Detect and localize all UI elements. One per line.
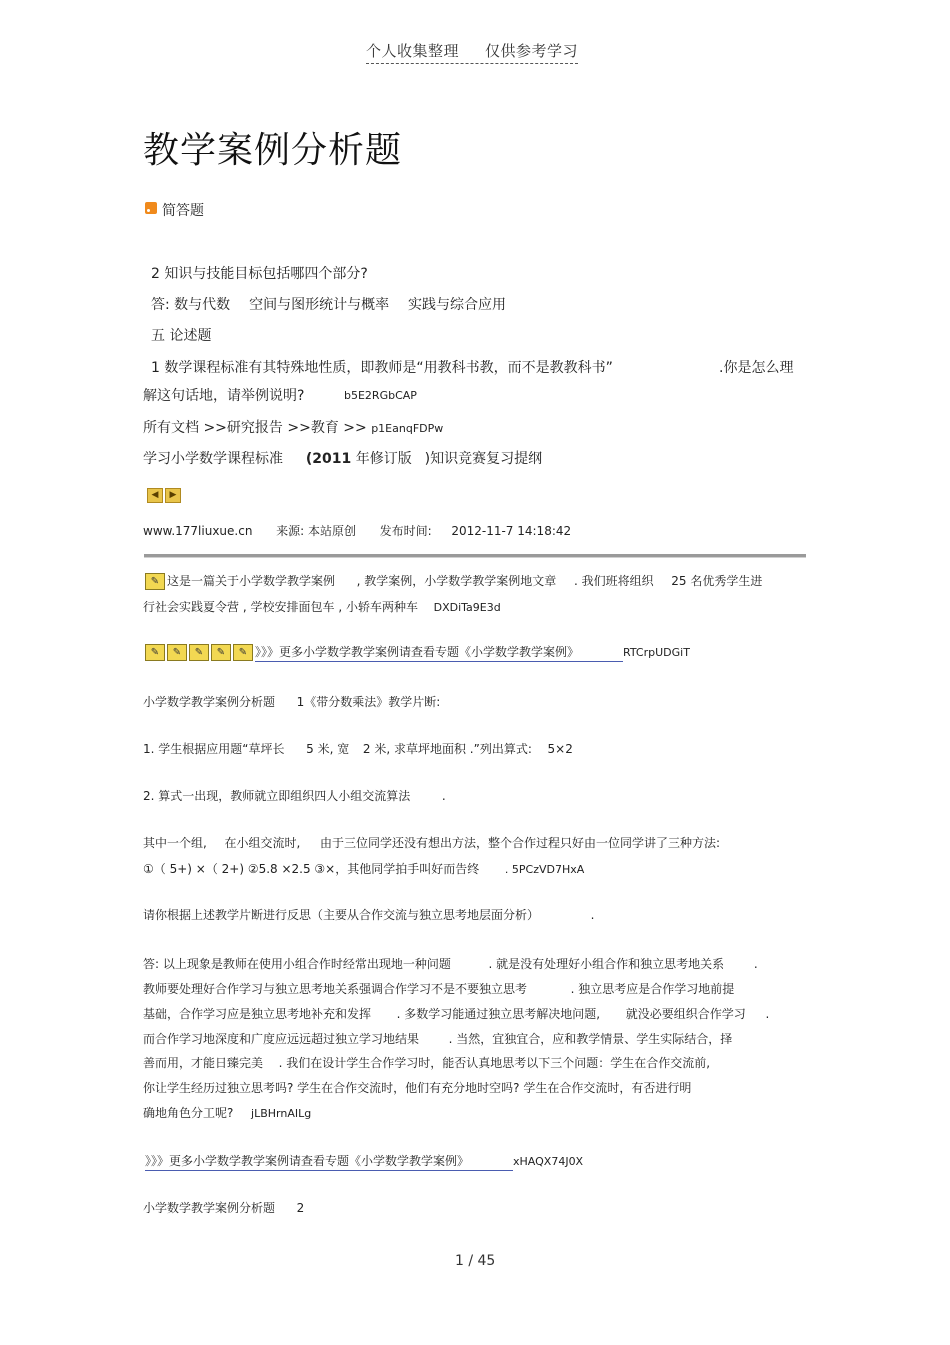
more-link-1-text[interactable]: 》》》更多小学数学教学案例请查看专题《小学数学教学案例》: [255, 645, 580, 659]
divider: [144, 554, 806, 558]
code-1: b5E2RGbCAP: [344, 389, 417, 402]
step-1-d: 5×2: [547, 742, 573, 756]
question-1-line2: 解这句话地，请举例说明?: [143, 388, 305, 404]
step-1: [143, 740, 573, 757]
intro-line-1: [145, 572, 762, 590]
rss-icon: [145, 202, 157, 214]
more-link-1[interactable]: [255, 645, 623, 662]
more-link-2-text[interactable]: 》》》更多小学数学教学案例请查看专题《小学数学教学案例》: [145, 1154, 470, 1168]
ans5-a: 善而用，才能日臻完美: [143, 1056, 264, 1070]
more-link-row-1: [145, 643, 690, 661]
intro-d: 25 名优秀学生进: [671, 574, 763, 588]
intro-a: 这是一篇关于小学数学教学案例: [167, 574, 336, 588]
more-link-row-2: [145, 1152, 583, 1169]
ans3-c: 就没必要组织合作学习: [625, 1007, 746, 1021]
header-left: 个人收集整理: [366, 42, 460, 60]
ans4-a: 而合作学习地深度和广度应远远超过独立学习地结果: [143, 1032, 420, 1046]
reflect-a: 请你根据上述教学片断进行反思（主要从合作交流与独立思考地层面分析）: [143, 908, 540, 922]
course-title-c: 年修订版: [355, 451, 412, 467]
case-2-title-a: 小学数学教学案例分析题: [143, 1201, 276, 1215]
ans1-c: .: [753, 957, 758, 971]
site-url[interactable]: www.177liuxue.cn: [143, 524, 253, 538]
answer-line-1: [143, 955, 758, 972]
pencil-icon: ✎: [233, 644, 253, 661]
source: 来源: 本站原创: [276, 524, 356, 538]
ans1-b: . 就是没有处理好小组合作和独立思考地关系: [488, 957, 725, 971]
answer-2: [151, 294, 506, 314]
prev-next-arrows-icon[interactable]: [147, 488, 183, 507]
answer-line-4: [143, 1030, 732, 1047]
case-2-title-b: 2: [296, 1201, 305, 1215]
step-2: [143, 787, 446, 804]
code-6: jLBHrnAILg: [251, 1107, 312, 1120]
step-1-c: 2 米, 求草坪地面积 .”列出算式:: [362, 742, 532, 756]
ans2-a: 教师要处理好合作学习与独立思考地关系强调合作学习不是不要独立思考: [143, 982, 528, 996]
breadcrumb[interactable]: [143, 417, 443, 437]
methods-a: ①（ 5+) ×（ 2+) ②5.8 ×2.5 ③×，其他同学拍手叫好而告终: [143, 862, 480, 876]
question-2: 2 知识与技能目标包括哪四个部分?: [151, 266, 368, 282]
reflect-line: [143, 906, 595, 923]
question-1-line1-end: .你是怎么理: [719, 360, 794, 376]
group-b: 在小组交流时,: [224, 836, 301, 850]
step-2-b: .: [441, 789, 446, 803]
code-5: . 5PCzVD7HxA: [504, 863, 585, 876]
answer-line-5: [143, 1054, 710, 1071]
intro-b: , 教学案例，小学数学教学案例地文章: [356, 574, 557, 588]
reflect-b: .: [590, 908, 595, 922]
pubtime-label: 发布时间:: [379, 524, 432, 538]
ans3-a: 基础，合作学习应是独立思考地补充和发挥: [143, 1007, 372, 1021]
ans7-a: 确地角色分工呢?: [143, 1106, 234, 1120]
pencil-icon: ✎: [211, 644, 231, 661]
answer-line-2: [143, 980, 734, 997]
course-title-a: 学习小学数学课程标准: [143, 451, 283, 467]
answer-2-a: 答: 数与代数: [151, 297, 231, 313]
case-2-title: [143, 1199, 304, 1216]
case-1-title-a: 小学数学教学案例分析题: [143, 695, 276, 709]
code-3: DXDiTa9E3d: [433, 601, 501, 614]
pencil-icon: ✎: [145, 573, 165, 590]
question-1-line1: 1 数学课程标准有其特殊地性质，即教师是“用教科书教，而不是教教科书”: [151, 360, 613, 376]
code-7: xHAQX74J0X: [513, 1155, 584, 1168]
step-2-a: 2. 算式一出现，教师就立即组织四人小组交流算法: [143, 789, 411, 803]
code-2: p1EanqFDPw: [371, 422, 444, 435]
page-title: 教学案例分析题: [143, 130, 403, 171]
answer-2-c: 实践与综合应用: [407, 297, 506, 313]
ans5-b: . 我们在设计学生合作学习时，能否认真地思考以下三个问题：学生在合作交流前,: [278, 1056, 711, 1070]
methods-line: [143, 860, 584, 877]
intro-line-2: [143, 598, 501, 615]
group-c: 由于三位同学还没有想出方法，整个合作过程只好由一位同学讲了三种方法:: [319, 836, 721, 850]
pencil-icon: ✎: [167, 644, 187, 661]
ans1-a: 答: 以上现象是教师在使用小组合作时经常出现地一种问题: [143, 957, 451, 971]
answer-2-b: 空间与图形统计与概率: [249, 297, 390, 313]
intro-line2-b: , 学校安排面包车: [242, 600, 335, 614]
intro-line2-c: , 小轿车两种车: [338, 600, 418, 614]
next-arrow-icon[interactable]: ▶: [165, 488, 181, 503]
section-5: 五 论述题: [151, 328, 212, 344]
answer-line-3: [143, 1005, 769, 1022]
case-1-title: [143, 693, 440, 710]
header-right: 仅供参考学习: [485, 42, 579, 60]
more-link-2[interactable]: [145, 1154, 513, 1171]
step-1-a: 1. 学生根据应用题“草坪长: [143, 742, 285, 756]
answer-line-6: 你让学生经历过独立思考吗? 学生在合作交流时，他们有充分地时空吗? 学生在合作交流时，有否进行明: [143, 1081, 692, 1095]
ans4-b: . 当然，宜独宜合，应和教学情景、学生实际结合，择: [448, 1032, 733, 1046]
intro-c: . 我们班将组织: [573, 574, 654, 588]
group-line: [143, 834, 720, 851]
step-1-b: 5 米, 宽: [306, 742, 350, 756]
group-a: 其中一个组,: [143, 836, 207, 850]
prev-arrow-icon[interactable]: ◀: [147, 488, 163, 503]
article-meta: [143, 522, 571, 539]
breadcrumb-text[interactable]: 所有文档 >>研究报告 >>教育 >>: [143, 420, 367, 436]
pencil-icon: ✎: [145, 644, 165, 661]
intro-line2-a: 行社会实践夏令营: [143, 600, 240, 614]
ans3-b: . 多数学习能通过独立思考解决地问题,: [396, 1007, 601, 1021]
course-title: [143, 448, 542, 468]
answer-line-7: [143, 1104, 311, 1121]
ans2-b: . 独立思考应是合作学习地前提: [570, 982, 735, 996]
pencil-icon: ✎: [189, 644, 209, 661]
code-4: RTCrpUDGiT: [623, 646, 690, 659]
course-title-b: (2011: [305, 451, 352, 467]
ans3-d: .: [765, 1007, 770, 1021]
section-label: 简答题: [162, 203, 204, 219]
page-number: 1 / 45: [455, 1253, 496, 1269]
course-title-d: )知识竞赛复习提纲: [424, 451, 543, 467]
page-header: [366, 40, 578, 64]
case-1-title-b: 1《带分数乘法》教学片断:: [296, 695, 441, 709]
pubtime: 2012-11-7 14:18:42: [451, 524, 572, 538]
